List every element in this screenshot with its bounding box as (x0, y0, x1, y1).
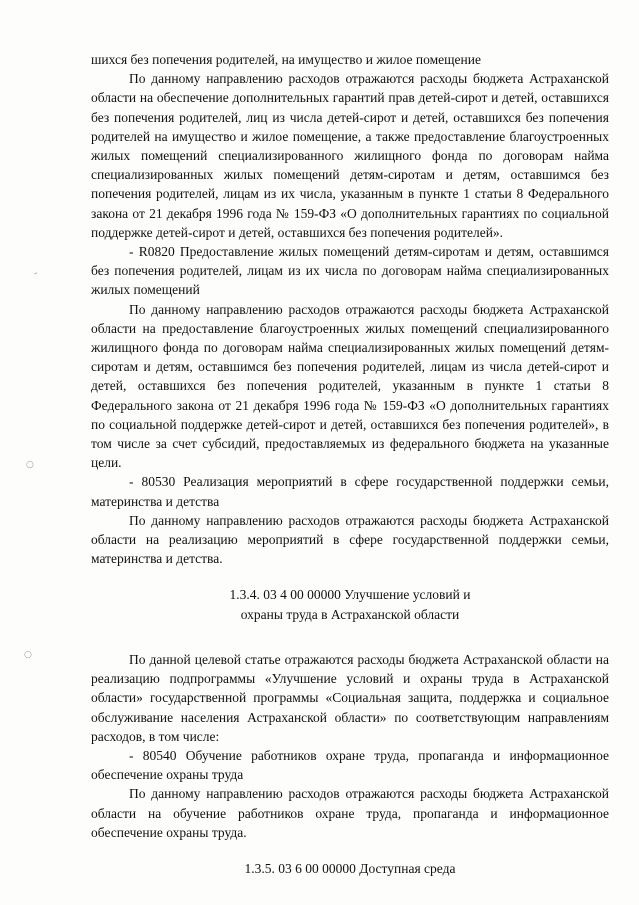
section-heading: 1.3.5. 03 6 00 00000 Доступная среда (244, 860, 456, 876)
scan-mark-dash: ‐ (32, 267, 40, 280)
spacer (91, 568, 609, 585)
section-heading-line: 1.3.4. 03 4 00 00000 Улучшение условий и (229, 587, 471, 603)
spacer (91, 842, 609, 859)
paragraph: шихся без попечения родителей, на имущество и жилое помещение (91, 52, 481, 67)
paragraph: По данной целевой статье отражаются расходы бюджета Астраханской области на реализацию подпрограммы «Улучшение условий и охраны труда в Астраханской области» государственной программы «Социальная защита, поддержка и социальное обслуживание населения Астраханской области» по соответствующим направлениям расходов, в том числе: (91, 651, 609, 744)
paragraph: По данному направлению расходов отражаются расходы бюджета Астраханской области на реализацию мероприятий в сфере государственной поддержки семьи, материнства и детства. (91, 512, 609, 567)
spacer (91, 624, 609, 650)
paragraph: - 80540 Обучение работников охране труда, пропаганда и информационное обеспечение охраны труда (91, 747, 609, 783)
section-heading-line: охраны труда в Астраханской области (240, 606, 460, 622)
paragraph: По данному направлению расходов отражаются расходы бюджета Астраханской области на предоставление благоустроенных жилых помещений специализированного жилищного фонда по договорам найма специализированных жилых помещений детям-сиротам и детям, оставшимся без попечения родителей, лицам из числа детей-сирот и детей, оставшихся без попечения родителей, указанным в пункте 1 статьи 8 Федерального закона от 21 декабря 1996 года № 159-ФЗ «О дополнительных гарантиях по социальной поддержке детей-сирот и детей, оставшихся без попечения родителей», в том числе за счет субсидий, предоставляемых из федерального бюджета на указанные цели. (91, 301, 609, 471)
document-body (91, 50, 609, 878)
paragraph: По данному направлению расходов отражаются расходы бюджета Астраханской области на обеспечение дополнительных гарантий прав детей-сирот и детей, оставшихся без попечения родителей, лиц из числа детей-сирот и детей, оставшихся без попечения родителей на имущество и жилое помещение, а также предоставление благоустроенных жилых помещений специализированного жилищного фонда по договорам найма специализированных жилых помещений детям-сиротам и детям, оставшимся без попечения родителей, лицам из их числа, указанным в пункте 1 статьи 8 Федерального закона от 21 декабря 1996 года № 159-ФЗ «О дополнительных гарантиях по социальной поддержке детей-сирот и детей, оставшихся без попечения родителей». (91, 71, 609, 240)
paragraph: - R0820 Предоставление жилых помещений детям-сиротам и детям, оставшимся без попечения родителей, лицам из их числа по договорам найма специализированных жилых помещений (91, 244, 609, 298)
hole-punch-mark: ○ (26, 460, 34, 470)
hole-punch-mark: ○ (24, 650, 32, 660)
paragraph: - 80530 Реализация мероприятий в сфере государственной поддержки семьи, материнства и детства (91, 474, 609, 509)
paragraph: По данному направлению расходов отражаются расходы бюджета Астраханской области на обучение работников охране труда, пропаганда и информационное обеспечение охраны труда. (91, 786, 609, 840)
